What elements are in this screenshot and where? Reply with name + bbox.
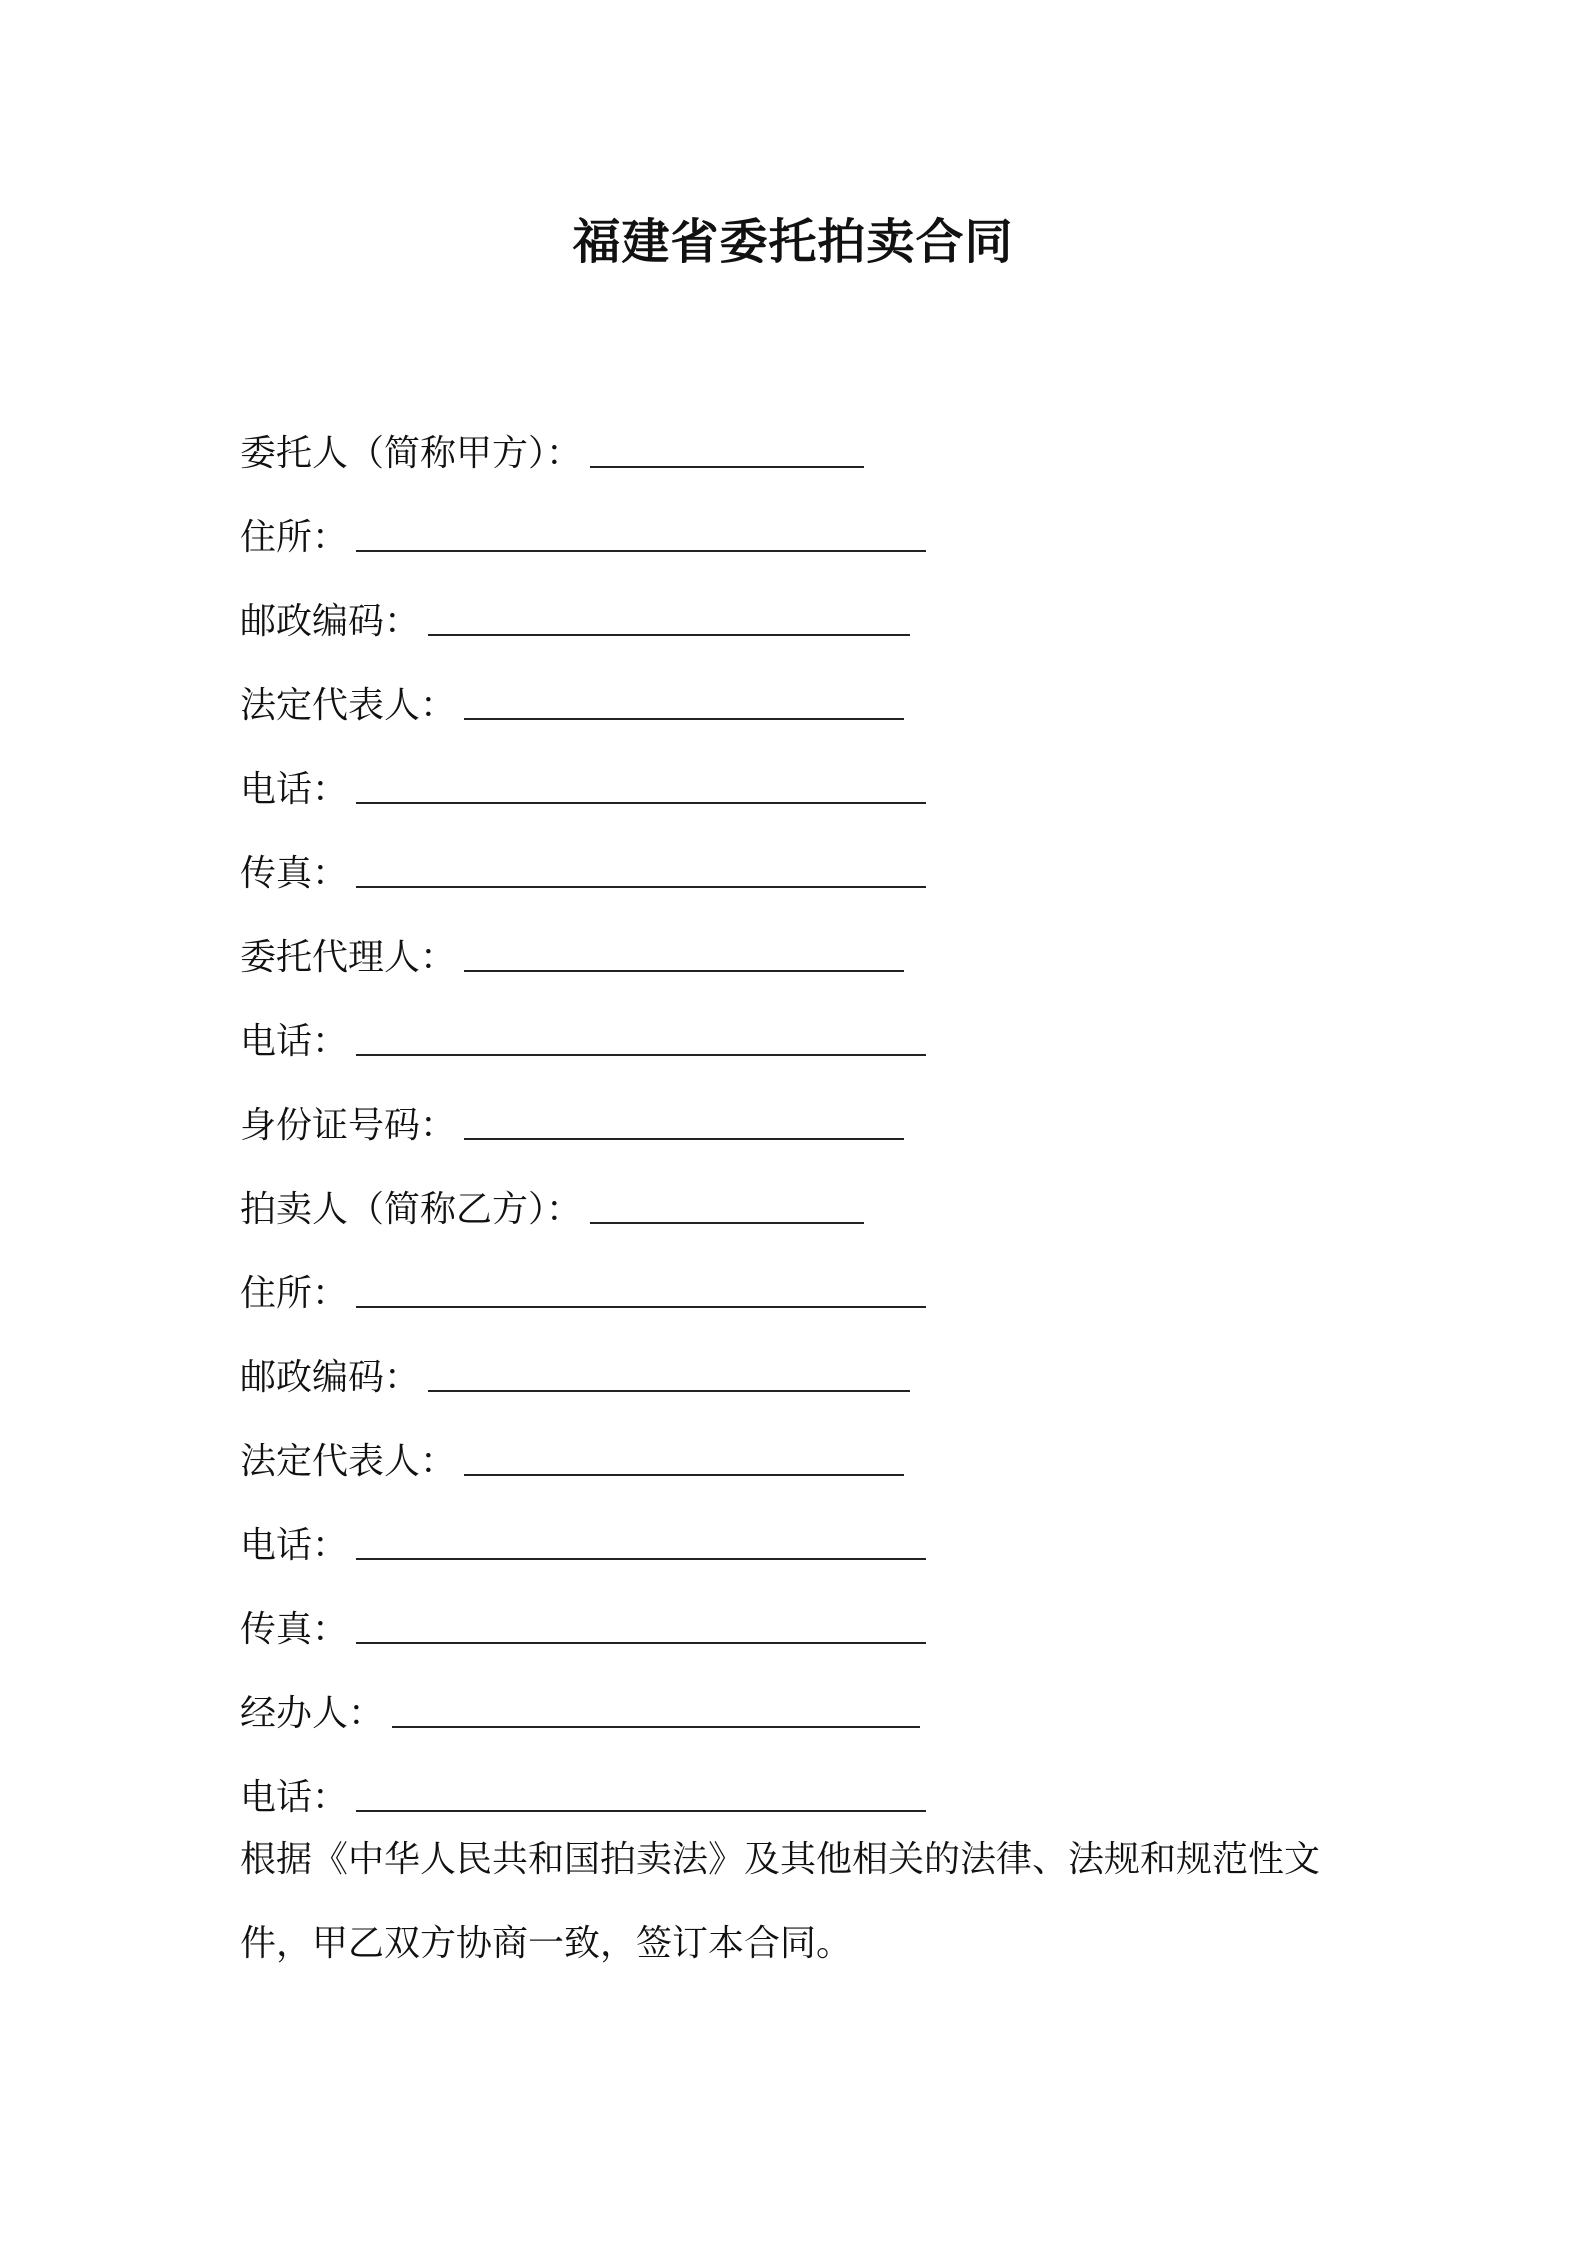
- field-row-auctioneer-phone: [240, 1500, 1400, 1584]
- field-row-agent-phone: [240, 996, 1400, 1080]
- field-label: 邮政编码：: [240, 600, 421, 642]
- field-label: 拍卖人（简称乙方）：: [240, 1188, 583, 1230]
- field-row-client-agent: [240, 912, 1400, 996]
- field-blank-line[interactable]: [356, 760, 926, 804]
- field-blank-line[interactable]: [590, 1180, 864, 1224]
- field-blank-line[interactable]: [356, 844, 926, 888]
- intro-paragraph: 根据《中华人民共和国拍卖法》及其他相关的法律、法规和规范性文件，甲乙双方协商一致，签订本合同。: [240, 1839, 1321, 1964]
- field-label: 住所：: [240, 1272, 349, 1314]
- field-row-client-phone: [240, 744, 1400, 828]
- field-blank-line[interactable]: [464, 676, 904, 720]
- field-blank-line[interactable]: [356, 1264, 926, 1308]
- field-label: 电话：: [240, 768, 349, 810]
- field-label: 委托代理人：: [240, 936, 457, 978]
- field-label: 身份证号码：: [240, 1104, 457, 1146]
- field-row-agent-id-number: [240, 1080, 1400, 1164]
- field-label: 传真：: [240, 1608, 349, 1650]
- field-row-client-address: [240, 492, 1400, 576]
- field-label: 电话：: [240, 1776, 349, 1818]
- field-blank-line[interactable]: [464, 1096, 904, 1140]
- field-blank-line[interactable]: [392, 1684, 920, 1728]
- document-title: 福建省委托拍卖合同: [572, 214, 1014, 270]
- field-row-auctioneer-address: [240, 1248, 1400, 1332]
- field-blank-line[interactable]: [356, 1768, 926, 1812]
- field-blank-line[interactable]: [356, 1516, 926, 1560]
- field-blank-line[interactable]: [428, 592, 910, 636]
- field-label: 邮政编码：: [240, 1356, 421, 1398]
- field-label: 电话：: [240, 1020, 349, 1062]
- field-label: 电话：: [240, 1524, 349, 1566]
- field-blank-line[interactable]: [428, 1348, 910, 1392]
- field-row-client: [240, 408, 1400, 492]
- field-label: 经办人：: [240, 1692, 385, 1734]
- field-blank-line[interactable]: [356, 508, 926, 552]
- field-blank-line[interactable]: [464, 928, 904, 972]
- field-row-auctioneer-fax: [240, 1584, 1400, 1668]
- field-row-auctioneer: [240, 1164, 1400, 1248]
- field-row-client-fax: [240, 828, 1400, 912]
- field-blank-line[interactable]: [464, 1432, 904, 1476]
- field-label: 住所：: [240, 516, 349, 558]
- field-blank-line[interactable]: [356, 1012, 926, 1056]
- field-row-handler: [240, 1668, 1400, 1752]
- party-info-fields: [240, 408, 1400, 1836]
- field-row-auctioneer-postcode: [240, 1332, 1400, 1416]
- field-blank-line[interactable]: [590, 424, 864, 468]
- field-row-client-postcode: [240, 576, 1400, 660]
- field-label: 传真：: [240, 852, 349, 894]
- field-row-client-legal-rep: [240, 660, 1400, 744]
- field-label: 法定代表人：: [240, 684, 457, 726]
- field-blank-line[interactable]: [356, 1600, 926, 1644]
- field-label: 法定代表人：: [240, 1440, 457, 1482]
- field-row-auctioneer-legal-rep: [240, 1416, 1400, 1500]
- field-label: 委托人（简称甲方）：: [240, 432, 583, 474]
